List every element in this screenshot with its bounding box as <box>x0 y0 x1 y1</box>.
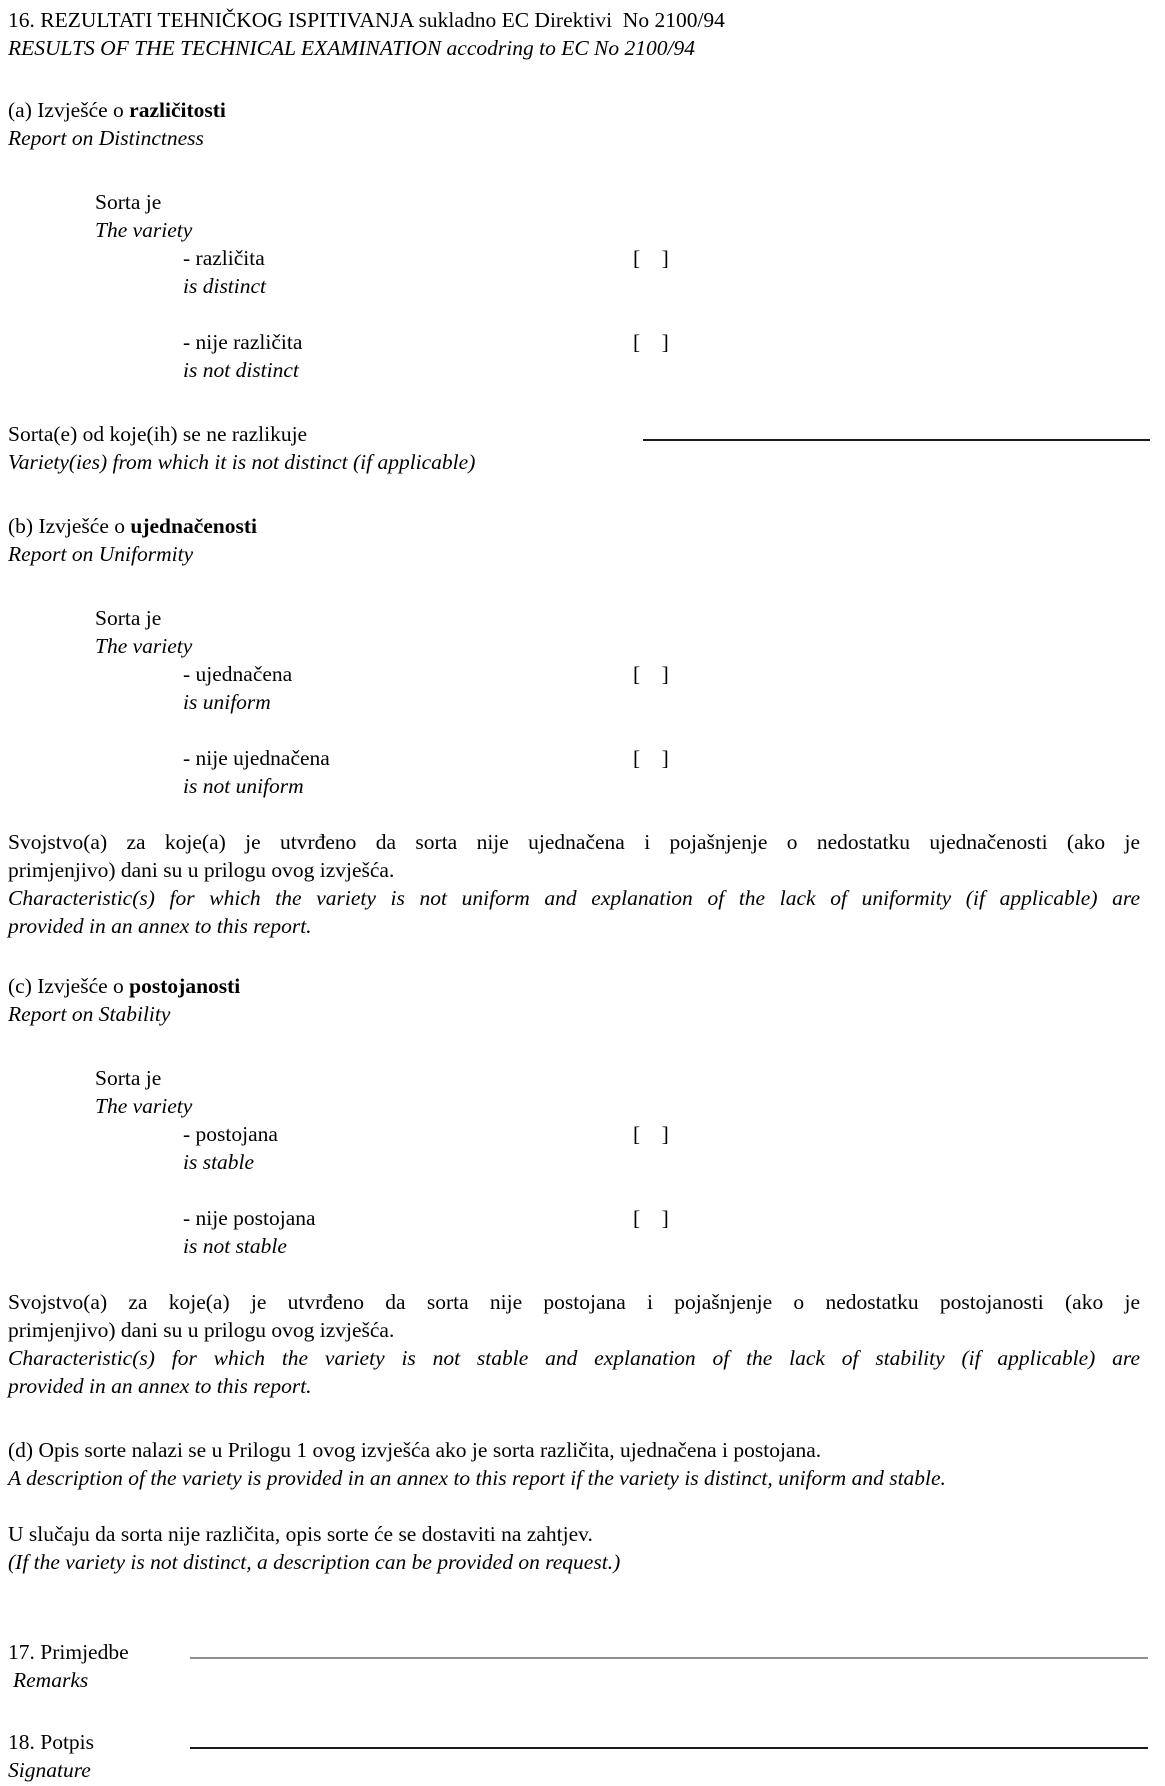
option-stable-label: - postojana <box>183 1122 278 1146</box>
stability-note-en-line1: Characteristic(s) for which the variety is not stable and explanation of the lack of stability (if applicable) are <box>8 1346 1140 1370</box>
uniformity-note-en-line1: Characteristic(s) for which the variety is not uniform and explanation of the lack of uniformity (if applicable) are <box>8 886 1140 910</box>
option-distinct-label-en: is distinct <box>183 274 267 298</box>
option-uniform-row <box>8 660 1140 688</box>
option-not-distinct-row <box>8 328 1140 356</box>
section-d-hr: (d) Opis sorte nalazi se u Prilogu 1 ovog izvješća ako je sorta različita, ujednačena i postojana. <box>8 1438 822 1462</box>
section-a-variety-hr: Sorta je <box>95 190 162 214</box>
signature-row <box>8 1728 1140 1756</box>
remarks-label: 17. Primjedbe <box>8 1640 129 1664</box>
uniformity-note-hr-line1: Svojstvo(a) za koje(a) je utvrđeno da sorta nije ujednačena i pojašnjenje o nedostatku ujednačenosti (ako je <box>8 830 1140 854</box>
not-distinct-from-label-en: Variety(ies) from which it is not distinct (if applicable) <box>8 450 476 474</box>
option-not-stable-row <box>8 1204 1140 1232</box>
section-a-heading-term: različitosti <box>129 98 226 122</box>
option-distinct-row <box>8 244 1140 272</box>
option-stable-label-en: is stable <box>183 1150 255 1174</box>
remarks-row <box>8 1638 1140 1666</box>
request-note-en: (If the variety is not distinct, a description can be provided on request.) <box>8 1550 621 1574</box>
stability-note-en-line2: provided in an annex to this report. <box>8 1374 312 1398</box>
section-b-heading <box>8 512 1140 540</box>
section-b-heading-en: Report on Uniformity <box>8 542 194 566</box>
option-stable-row <box>8 1120 1140 1148</box>
section-b-variety-hr: Sorta je <box>95 606 162 630</box>
signature-label: 18. Potpis <box>8 1730 95 1754</box>
option-not-stable-label: - nije postojana <box>183 1206 316 1230</box>
section-c-variety-en: The variety <box>95 1094 193 1118</box>
section-c-heading-en: Report on Stability <box>8 1002 171 1026</box>
section-a-heading <box>8 96 1140 124</box>
section-a-variety-en: The variety <box>95 218 193 242</box>
option-not-uniform-row <box>8 744 1140 772</box>
request-note-hr: U slučaju da sorta nije različita, opis sorte će se dostaviti na zahtjev. <box>8 1522 593 1546</box>
not-distinct-from-label: Sorta(e) od koje(ih) se ne razlikuje <box>8 422 308 446</box>
section-c-variety-hr: Sorta je <box>95 1066 162 1090</box>
uniformity-note-hr-line2: primjenjivo) dani su u prilogu ovog izvješća. <box>8 858 395 882</box>
stability-note-hr-line2: primjenjivo) dani su u prilogu ovog izvješća. <box>8 1318 395 1342</box>
checkbox-uniform[interactable]: [ ] <box>633 662 669 686</box>
option-not-distinct-label-en: is not distinct <box>183 358 299 382</box>
not-distinct-from-row <box>8 420 1140 448</box>
checkbox-not-stable[interactable]: [ ] <box>633 1206 669 1230</box>
section-d-en: A description of the variety is provided in an annex to this report if the variety is distinct, uniform and stable. <box>8 1466 946 1490</box>
section-b-heading-term: ujednačenosti <box>130 514 257 538</box>
title-en: RESULTS OF THE TECHNICAL EXAMINATION accodring to EC No 2100/94 <box>8 36 695 60</box>
checkbox-not-uniform[interactable]: [ ] <box>633 746 669 770</box>
option-not-uniform-label: - nije ujednačena <box>183 746 330 770</box>
signature-fill-line[interactable] <box>190 1728 1148 1749</box>
option-uniform-label: - ujednačena <box>183 662 293 686</box>
option-not-uniform-label-en: is not uniform <box>183 774 304 798</box>
not-distinct-varieties-fill-line[interactable] <box>643 420 1150 441</box>
section-b-variety-en: The variety <box>95 634 193 658</box>
stability-note-hr-line1: Svojstvo(a) za koje(a) je utvrđeno da sorta nije postojana i pojašnjenje o nedostatku postojanosti (ako je <box>8 1290 1140 1314</box>
section-a-heading-prefix: (a) Izvješće o <box>8 98 130 122</box>
title-hr: 16. REZULTATI TEHNIČKOG ISPITIVANJA sukladno EC Direktivi No 2100/94 <box>8 8 725 32</box>
remarks-label-en: Remarks <box>13 1668 89 1692</box>
checkbox-distinct[interactable]: [ ] <box>633 246 669 270</box>
option-not-distinct-label: - nije različita <box>183 330 303 354</box>
checkbox-not-distinct[interactable]: [ ] <box>633 330 669 354</box>
section-b-heading-prefix: (b) Izvješće o <box>8 514 131 538</box>
section-c-heading-prefix: (c) Izvješće o <box>8 974 130 998</box>
option-uniform-label-en: is uniform <box>183 690 271 714</box>
remarks-fill-line[interactable] <box>190 1638 1148 1659</box>
section-c-heading-term: postojanosti <box>129 974 241 998</box>
uniformity-note-en-line2: provided in an annex to this report. <box>8 914 312 938</box>
signature-label-en: Signature <box>8 1758 91 1782</box>
section-a-heading-en: Report on Distinctness <box>8 126 204 150</box>
option-not-stable-label-en: is not stable <box>183 1234 287 1258</box>
section-c-heading <box>8 972 1140 1000</box>
option-distinct-label: - različita <box>183 246 265 270</box>
checkbox-stable[interactable]: [ ] <box>633 1122 669 1146</box>
